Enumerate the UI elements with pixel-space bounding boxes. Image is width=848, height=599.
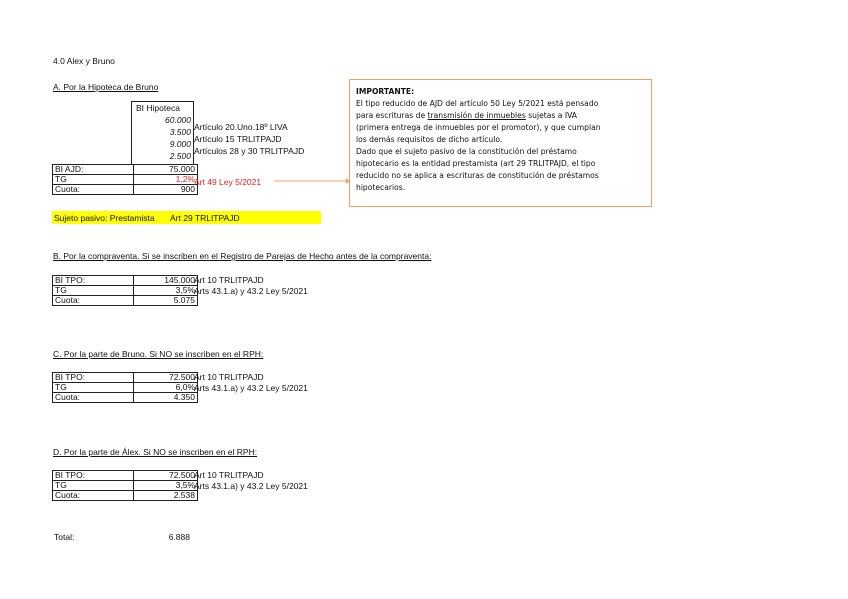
section-c-table: [52, 372, 198, 403]
table-row: [53, 481, 198, 491]
table-row: [53, 471, 198, 481]
row-value: 75.000: [134, 165, 198, 175]
table-row: [53, 175, 198, 185]
section-a-title: A. Por la Hipoteca de Bruno: [53, 82, 159, 92]
table-row: [53, 286, 198, 296]
row-label: BI TPO:: [53, 373, 134, 383]
importante-line: Dado que el sujeto pasivo de la constitución del préstamo: [356, 147, 577, 156]
row-label: Cuota:: [53, 296, 134, 306]
row-label: Cuota:: [53, 491, 134, 501]
row-value: 2.538: [134, 491, 198, 501]
total-value: 6.888: [168, 532, 190, 542]
arrow-connector: [272, 176, 352, 186]
table-row: [53, 185, 198, 195]
row-value: 4.350: [134, 393, 198, 403]
row-value: 145.000: [134, 276, 198, 286]
importante-title: IMPORTANTE:: [356, 87, 415, 96]
row-value: 72.500: [134, 373, 198, 383]
importante-line: para escrituras de transmisión de inmuebles sujetas a IVA: [356, 111, 577, 120]
importante-line: los demás requisitos de dicho artículo.: [356, 135, 503, 144]
section-b-table: [52, 275, 198, 306]
section-c-title: C. Por la parte de Bruno. Si NO se inscriben en el RPH:: [53, 349, 264, 359]
importante-box: [349, 79, 652, 207]
row-value: 900: [134, 185, 198, 195]
row-note: Art 10 TRLITPAJD: [194, 470, 264, 480]
bi-note-2: Artículo 15 TRLITPAJD: [194, 134, 282, 144]
row-note: Arts 43.1.a) y 43.2 Ley 5/2021: [194, 286, 308, 296]
bi-value-3: 9.000: [169, 139, 191, 149]
row-value: 6,0%: [134, 383, 198, 393]
row-note: Arts 43.1.a) y 43.2 Ley 5/2021: [194, 481, 308, 491]
table-row: [53, 373, 198, 383]
importante-line: hipotecario es la entidad prestamista (art 29 TRLITPAJD, el tipo: [356, 159, 596, 168]
tg-note: Art 49 Ley 5/2021: [194, 177, 262, 187]
importante-line: reducido no se aplica a escrituras de constitución de préstamos: [356, 171, 599, 180]
row-label: TG: [53, 481, 134, 491]
row-label: TG: [53, 383, 134, 393]
row-label: BI AJD:: [53, 165, 134, 175]
row-value: 3,5%: [134, 481, 198, 491]
bi-value-2: 3.500: [169, 127, 191, 137]
row-label: BI TPO:: [53, 276, 134, 286]
sujeto-pasivo-ref: Art 29 TRLITPAJD: [170, 213, 240, 223]
total-label: Total:: [54, 532, 75, 542]
row-value: 72.500: [134, 471, 198, 481]
row-note: Arts 43.1.a) y 43.2 Ley 5/2021: [194, 383, 308, 393]
table-row: [53, 276, 198, 286]
row-label: TG: [53, 286, 134, 296]
importante-line: hipotecarios.: [356, 183, 406, 192]
table-row: [53, 296, 198, 306]
bi-value-1: 60.000: [165, 115, 191, 125]
row-value: 5.075: [134, 296, 198, 306]
row-label: BI TPO:: [53, 471, 134, 481]
table-row: [53, 393, 198, 403]
importante-line: El tipo reducido de AJD del artículo 50 Ley 5/2021 está pensado: [356, 99, 599, 108]
row-label: TG: [53, 175, 134, 185]
bi-value-4: 2.500: [169, 151, 191, 161]
table-row: [53, 383, 198, 393]
importante-line: (primera entrega de inmuebles por el promotor), y que cumplan: [356, 123, 601, 132]
row-label: Cuota:: [53, 185, 134, 195]
bi-hipoteca-header: BI Hipoteca: [136, 103, 180, 113]
section-b-title: B. Por la compraventa. Si se inscriben en el Registro de Parejas de Hecho antes de la compraventa:: [53, 251, 432, 261]
sujeto-pasivo-label: Sujeto pasivo: Prestamista: [54, 213, 155, 223]
row-value: 3,5%: [134, 286, 198, 296]
section-a-table: [52, 164, 198, 195]
row-note: Art 10 TRLITPAJD: [194, 275, 264, 285]
row-note: Art 10 TRLITPAJD: [194, 372, 264, 382]
section-d-title: D. Por la parte de Álex. Si NO se inscriben en el RPH:: [53, 447, 258, 457]
row-value: 1,2%: [134, 175, 198, 185]
bi-note-3: Artículos 28 y 30 TRLITPAJD: [194, 146, 305, 156]
bi-note-1: Artículo 20.Uno.18º LIVA: [194, 122, 288, 132]
table-row: [53, 491, 198, 501]
row-label: Cuota:: [53, 393, 134, 403]
page-heading: 4.0 Alex y Bruno: [53, 56, 115, 66]
section-d-table: [52, 470, 198, 501]
table-row: [53, 165, 198, 175]
